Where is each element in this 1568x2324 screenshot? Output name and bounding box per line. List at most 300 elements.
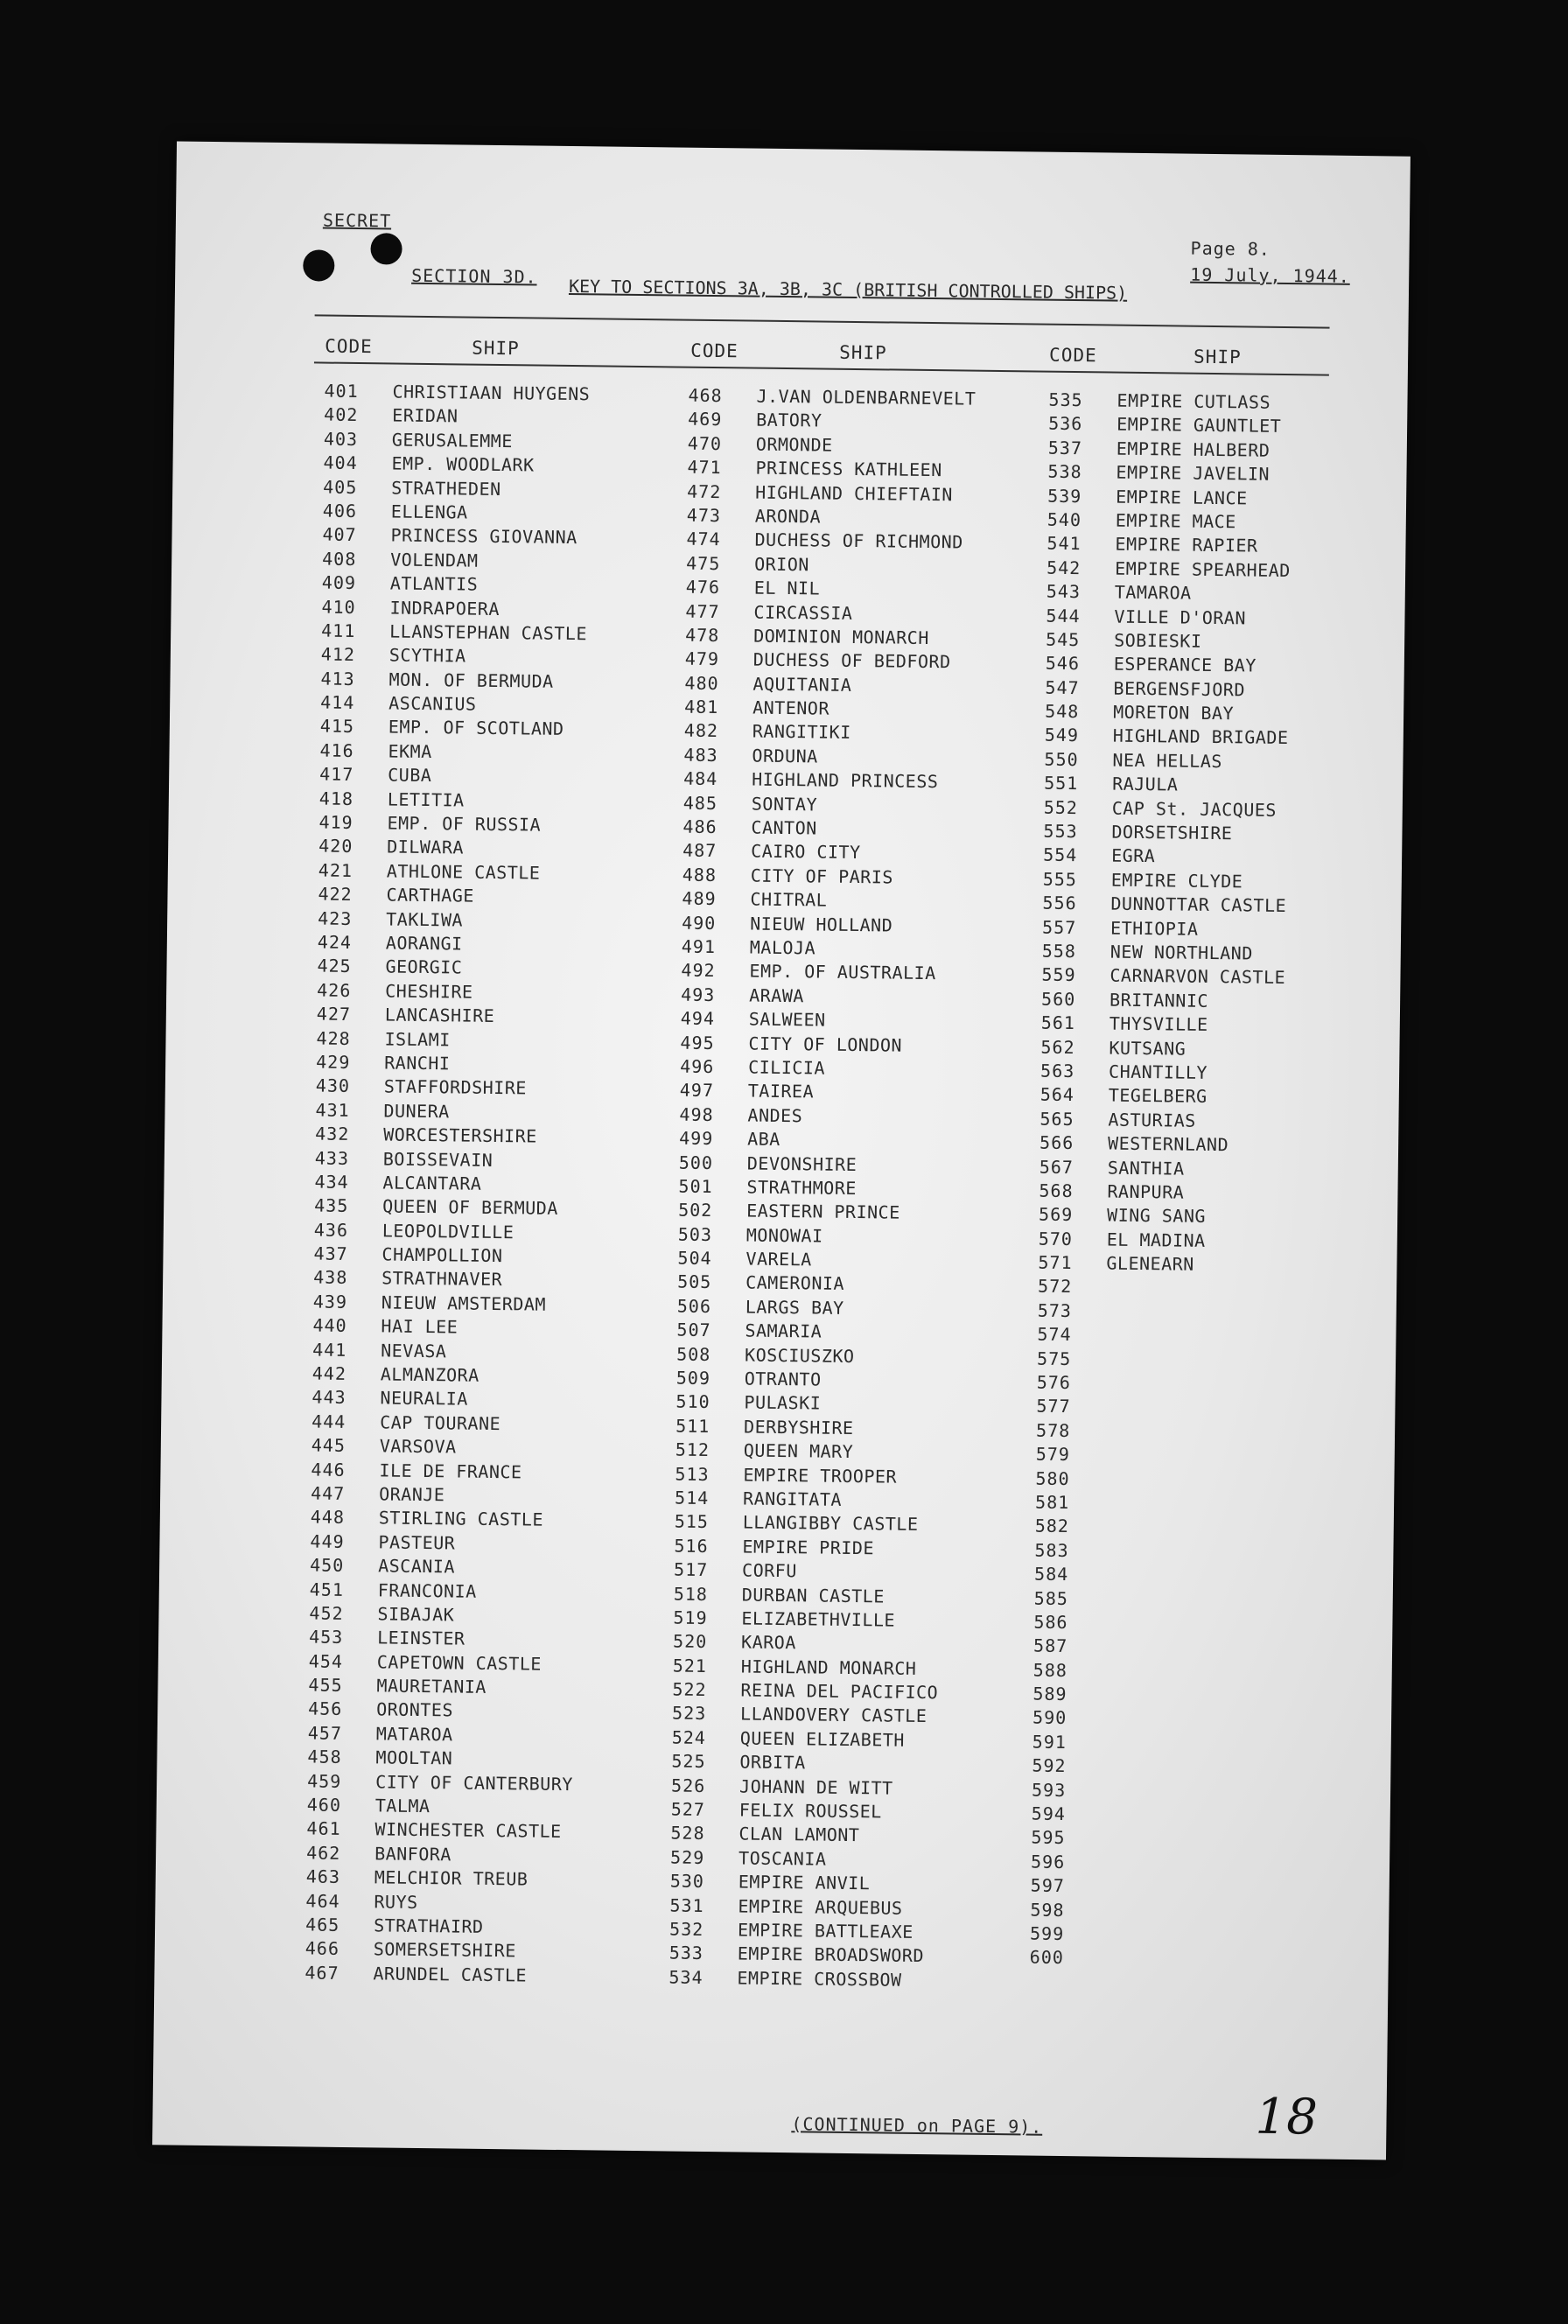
ship-code: 580 xyxy=(1035,1467,1070,1489)
ship-name: AQUITANIA xyxy=(752,673,852,696)
ship-code: 596 xyxy=(1030,1851,1066,1872)
ship-code: 581 xyxy=(1034,1491,1070,1514)
ship-name: RAJULA xyxy=(1112,773,1179,795)
ship-code: 429 xyxy=(316,1051,351,1073)
ship-name: ASCANIA xyxy=(378,1555,456,1578)
ship-name: CITY OF CANTERBURY xyxy=(375,1771,574,1795)
ship-code: 554 xyxy=(1043,844,1078,866)
ship-name: MELCHIOR TREUB xyxy=(374,1866,528,1890)
ship-code: 459 xyxy=(307,1770,342,1792)
ship-code: 405 xyxy=(323,476,358,498)
ship-code: 539 xyxy=(1047,485,1082,507)
ship-code: 472 xyxy=(687,480,722,502)
ship-code: 524 xyxy=(671,1726,707,1748)
ship-code: 565 xyxy=(1040,1108,1074,1130)
ship-code: 425 xyxy=(317,955,352,977)
ship-code: 453 xyxy=(309,1626,344,1648)
ship-code: 558 xyxy=(1041,940,1077,962)
ship-name: EMP. OF SCOTLAND xyxy=(388,716,564,740)
ship-name: KUTSANG xyxy=(1109,1037,1186,1060)
col3-code-header: CODE xyxy=(1048,344,1097,367)
ship-name xyxy=(1098,1947,1432,1975)
ship-name: WORCESTERSHIRE xyxy=(383,1124,537,1147)
ship-code: 556 xyxy=(1042,892,1077,914)
ship-name: JOHANN DE WITT xyxy=(738,1775,893,1799)
col3-ship-header: SHIP xyxy=(1193,346,1242,368)
ship-code: 525 xyxy=(671,1750,706,1773)
ship-code: 582 xyxy=(1034,1515,1070,1537)
ship-name: CAP St. JACQUES xyxy=(1111,797,1278,821)
ship-name: TOSCANIA xyxy=(738,1847,827,1870)
ship-code: 513 xyxy=(675,1463,710,1485)
ship-name: REINA DEL PACIFICO xyxy=(740,1679,939,1704)
ship-name: DOMINION MONARCH xyxy=(753,625,929,648)
ship-code: 538 xyxy=(1047,460,1082,483)
ship-code: 466 xyxy=(304,1937,340,1960)
ship-code: 436 xyxy=(313,1219,349,1241)
section-label: SECTION 3D. xyxy=(411,264,537,288)
ship-code: 510 xyxy=(676,1390,710,1413)
classification-label: SECRET xyxy=(322,209,392,232)
ship-name: LETITIA xyxy=(387,788,465,811)
ship-name: CAPETOWN CASTLE xyxy=(376,1651,542,1675)
ship-name: ELIZABETHVILLE xyxy=(741,1607,896,1631)
ship-code: 404 xyxy=(323,452,358,474)
ship-code: 569 xyxy=(1038,1203,1074,1226)
ship-code: 552 xyxy=(1043,796,1079,818)
ship-code: 573 xyxy=(1037,1299,1073,1321)
ship-name: DUCHESS OF BEDFORD xyxy=(752,648,951,673)
ship-code: 579 xyxy=(1035,1443,1071,1466)
ship-name: CAIRO CITY xyxy=(751,840,861,864)
ship-code: 457 xyxy=(307,1722,343,1744)
ship-code: 541 xyxy=(1046,533,1082,555)
ship-code: 449 xyxy=(310,1530,345,1552)
ship-code: 455 xyxy=(308,1674,343,1697)
ship-name: BATORY xyxy=(756,409,822,431)
ship-code: 421 xyxy=(318,859,354,881)
ship-name: FELIX ROUSSEL xyxy=(738,1799,882,1823)
ship-name: ALCANTARA xyxy=(382,1172,482,1194)
ship-name: HIGHLAND MONARCH xyxy=(740,1656,917,1679)
ship-name: GEORGIC xyxy=(385,956,463,978)
ship-name: ORDUNA xyxy=(752,745,818,767)
ship-name: CHESHIRE xyxy=(385,980,473,1003)
ship-code: 572 xyxy=(1037,1276,1073,1298)
ship-name: PRINCESS GIOVANNA xyxy=(390,524,578,549)
ship-name: CHAMPOLLION xyxy=(382,1243,503,1267)
ship-code: 451 xyxy=(309,1578,345,1600)
ship-name: LANCASHIRE xyxy=(384,1004,495,1027)
ship-code: 437 xyxy=(313,1242,348,1265)
ship-name: SIBAJAK xyxy=(377,1603,455,1626)
ship-code: 597 xyxy=(1030,1874,1066,1897)
ship-name: CITY OF PARIS xyxy=(750,864,894,888)
ship-name: STIRLING CASTLE xyxy=(378,1507,544,1531)
ship-code: 493 xyxy=(681,984,716,1005)
ship-code: 543 xyxy=(1046,580,1082,603)
ship-code: 550 xyxy=(1044,748,1079,770)
ship-code: 417 xyxy=(319,763,354,786)
ship-code: 548 xyxy=(1045,700,1080,723)
ship-code: 506 xyxy=(676,1295,712,1317)
ship-name: VOLENDAM xyxy=(390,549,479,571)
ship-code: 494 xyxy=(680,1007,716,1030)
ship-name: DILWARA xyxy=(387,836,465,858)
ship-code: 401 xyxy=(324,380,359,402)
ship-name: STRATHAIRD xyxy=(374,1914,484,1937)
ship-code: 517 xyxy=(673,1558,709,1581)
ship-code: 518 xyxy=(673,1583,709,1605)
ship-code: 563 xyxy=(1040,1060,1075,1082)
ship-code: 476 xyxy=(685,576,721,598)
ship-code: 427 xyxy=(316,1003,352,1026)
header-rule-bottom xyxy=(314,361,1329,375)
ship-code: 547 xyxy=(1045,676,1080,698)
ship-name: VARELA xyxy=(746,1248,812,1270)
ship-code: 585 xyxy=(1033,1587,1069,1609)
ship-code: 442 xyxy=(312,1362,347,1384)
ship-code: 598 xyxy=(1030,1899,1065,1921)
ship-name: CITY OF LONDON xyxy=(748,1032,903,1056)
ship-name: EMPIRE LANCE xyxy=(1116,486,1248,509)
ship-name: MATAROA xyxy=(375,1723,453,1746)
ship-name: ARAWA xyxy=(749,984,805,1007)
ship-name: WESTERNLAND xyxy=(1107,1132,1229,1156)
ship-name: MONOWAI xyxy=(746,1224,823,1247)
ship-code: 474 xyxy=(686,528,721,550)
ship-code: 460 xyxy=(306,1794,342,1816)
ship-code: 402 xyxy=(324,403,359,426)
ship-code: 420 xyxy=(318,835,354,858)
ship-code: 566 xyxy=(1039,1131,1074,1154)
ship-code: 463 xyxy=(305,1866,341,1888)
ship-code: 440 xyxy=(312,1314,347,1337)
ship-code: 515 xyxy=(674,1510,710,1533)
ship-name: EMPIRE BATTLEAXE xyxy=(737,1919,914,1942)
ship-code: 529 xyxy=(669,1846,705,1868)
ship-code: 526 xyxy=(670,1774,706,1796)
ship-code: 571 xyxy=(1038,1251,1073,1274)
ship-code: 583 xyxy=(1034,1539,1069,1561)
ship-code: 584 xyxy=(1033,1563,1069,1586)
ship-name: BOISSEVAIN xyxy=(382,1147,494,1171)
ship-name: HIGHLAND CHIEFTAIN xyxy=(755,481,954,505)
ship-code: 411 xyxy=(321,620,356,641)
ship-code: 428 xyxy=(316,1027,351,1049)
ship-code: 462 xyxy=(306,1842,341,1864)
page-number: Page 8. xyxy=(1190,237,1271,260)
ship-name: ELLENGA xyxy=(390,500,468,523)
ship-name: STRATHNAVER xyxy=(382,1267,503,1291)
ship-code: 507 xyxy=(676,1319,711,1341)
ship-list-col2 xyxy=(668,384,1090,1995)
ship-name: STRATHMORE xyxy=(746,1176,858,1199)
ship-name: SAMARIA xyxy=(745,1320,822,1342)
ship-name: EMP. OF RUSSIA xyxy=(387,812,542,836)
ship-code: 595 xyxy=(1031,1826,1066,1849)
ship-code: 588 xyxy=(1032,1659,1068,1681)
ship-name: TALMA xyxy=(374,1795,430,1817)
ship-code: 484 xyxy=(683,767,718,790)
ship-code: 536 xyxy=(1048,413,1083,435)
ship-name: EMPIRE JAVELIN xyxy=(1116,461,1270,485)
ship-code: 594 xyxy=(1031,1802,1067,1825)
ship-name: EMPIRE GAUNTLET xyxy=(1116,414,1282,438)
ship-code: 473 xyxy=(686,504,722,527)
ship-code: 534 xyxy=(668,1966,704,1988)
ship-name: EMPIRE SPEARHEAD xyxy=(1115,557,1291,581)
ship-code: 531 xyxy=(669,1894,704,1916)
ship-name: EMPIRE PRIDE xyxy=(742,1536,875,1559)
ship-code: 514 xyxy=(675,1487,710,1508)
ship-name: INDRAPOERA xyxy=(389,597,500,620)
ship-code: 434 xyxy=(314,1171,349,1193)
ship-name: CARTHAGE xyxy=(386,884,475,906)
ship-name: LLANSTEPHAN CASTLE xyxy=(389,620,588,645)
ship-name: ATLANTIS xyxy=(389,572,479,595)
ship-code: 488 xyxy=(682,864,718,886)
section-title: KEY TO SECTIONS 3A, 3B, 3C (BRITISH CONTROLLED SHIPS) xyxy=(568,275,1128,304)
ship-name: EMPIRE BROADSWORD xyxy=(737,1942,925,1967)
ship-name: ERIDAN xyxy=(392,404,458,427)
ship-code: 522 xyxy=(672,1678,707,1701)
ship-code: 589 xyxy=(1032,1683,1068,1705)
ship-code: 600 xyxy=(1029,1946,1065,1969)
ship-name: CUBA xyxy=(388,764,432,787)
ship-name: EMPIRE CLYDE xyxy=(1110,869,1243,892)
ship-name: LEINSTER xyxy=(377,1627,466,1649)
ship-name: ARONDA xyxy=(754,505,822,528)
ship-code: 527 xyxy=(670,1798,706,1821)
ship-name: QUEEN ELIZABETH xyxy=(739,1727,906,1751)
ship-name: TAMAROA xyxy=(1114,581,1192,604)
ship-name: DUNNOTTAR CASTLE xyxy=(1110,892,1287,917)
ship-code: 458 xyxy=(307,1746,342,1768)
ship-name: BRITANNIC xyxy=(1109,989,1209,1012)
ship-code: 551 xyxy=(1044,772,1079,794)
ship-name: MORETON BAY xyxy=(1113,701,1235,724)
ship-name: QUEEN OF BERMUDA xyxy=(382,1195,558,1220)
ship-name: FRANCONIA xyxy=(377,1578,477,1602)
ship-code: 403 xyxy=(323,428,359,450)
ship-name: RANGITIKI xyxy=(752,721,851,744)
ship-name: EMPIRE ARQUEBUS xyxy=(738,1895,903,1919)
ship-code: 447 xyxy=(311,1482,346,1504)
ship-code: 570 xyxy=(1038,1228,1074,1250)
ship-code: 575 xyxy=(1036,1348,1072,1369)
ship-code: 431 xyxy=(315,1099,350,1121)
ship-code: 438 xyxy=(313,1266,348,1289)
document-page xyxy=(152,141,1410,2160)
ship-name: EMPIRE CUTLASS xyxy=(1116,389,1271,413)
ship-name: KOSCIUSZKO xyxy=(745,1344,855,1367)
ship-name: ORMONDE xyxy=(755,433,833,456)
ship-code: 443 xyxy=(312,1386,346,1409)
ship-code: 481 xyxy=(684,696,719,718)
ship-code: 450 xyxy=(310,1554,345,1577)
ship-code: 512 xyxy=(675,1438,710,1461)
ship-name: VILLE D'ORAN xyxy=(1114,606,1247,628)
ship-code: 439 xyxy=(312,1291,348,1312)
ship-name: CORFU xyxy=(741,1559,797,1582)
ship-code: 537 xyxy=(1047,437,1083,458)
ship-name: ARUNDEL CASTLE xyxy=(373,1963,528,1986)
ship-row xyxy=(304,1961,707,1990)
ship-code: 485 xyxy=(682,792,718,814)
ship-name: PRINCESS KATHLEEN xyxy=(755,457,942,481)
ship-name: DEVONSHIRE xyxy=(746,1152,858,1175)
ship-code: 419 xyxy=(318,811,354,834)
ship-code: 519 xyxy=(673,1606,708,1628)
ship-name: EKMA xyxy=(388,740,432,762)
ship-name: ALMANZORA xyxy=(380,1363,480,1386)
ship-code: 549 xyxy=(1044,724,1080,746)
handwritten-folio-mark: 18 xyxy=(1255,2088,1319,2146)
ship-code: 483 xyxy=(683,744,718,766)
ship-name: EGRA xyxy=(1110,845,1156,867)
ship-name: SOMERSETSHIRE xyxy=(373,1938,516,1962)
ship-code: 452 xyxy=(309,1602,344,1624)
document-date: 19 July, 1944. xyxy=(1190,263,1350,287)
punch-hole xyxy=(370,233,402,264)
punch-hole xyxy=(303,249,334,281)
ship-code: 495 xyxy=(680,1032,715,1054)
ship-code: 516 xyxy=(674,1535,709,1557)
ship-name: DURBAN CASTLE xyxy=(741,1584,885,1607)
ship-name: EMP. WOODLARK xyxy=(391,452,535,476)
ship-code: 409 xyxy=(321,571,357,594)
ship-code: 560 xyxy=(1040,988,1076,1010)
ship-name: CHRISTIAAN HUYGENS xyxy=(392,381,591,405)
ship-code: 435 xyxy=(314,1194,349,1217)
ship-name: ORION xyxy=(754,553,810,576)
ship-name: TAIREA xyxy=(747,1080,815,1102)
ship-name: TAKLIWA xyxy=(386,908,464,931)
ship-name: THYSVILLE xyxy=(1109,1012,1208,1036)
ship-code: 433 xyxy=(314,1146,350,1169)
ship-code: 479 xyxy=(684,648,720,670)
ship-code: 441 xyxy=(312,1339,347,1361)
ship-name: RUYS xyxy=(374,1890,418,1913)
ship-code: 445 xyxy=(311,1434,346,1457)
ship-name: ASTURIAS xyxy=(1108,1109,1196,1131)
ship-code: 509 xyxy=(676,1367,711,1390)
ship-code: 477 xyxy=(685,600,720,622)
ship-code: 546 xyxy=(1045,652,1081,675)
ship-name: WINCHESTER CASTLE xyxy=(374,1818,562,1843)
ship-code: 544 xyxy=(1046,605,1081,626)
ship-name: WING SANG xyxy=(1106,1204,1207,1228)
ship-code: 504 xyxy=(677,1247,712,1270)
ship-name: EMPIRE MACE xyxy=(1115,509,1236,533)
ship-name: ANDES xyxy=(747,1104,803,1127)
ship-name: ESPERANCE BAY xyxy=(1113,653,1257,676)
ship-name: CIRCASSIA xyxy=(753,601,853,624)
continued-note: (CONTINUED on PAGE 9). xyxy=(791,2113,1043,2138)
ship-name: CAP TOURANE xyxy=(380,1411,501,1434)
ship-code: 423 xyxy=(318,907,353,929)
ship-code: 475 xyxy=(686,552,721,574)
ship-code: 587 xyxy=(1032,1634,1068,1657)
ship-code: 593 xyxy=(1031,1779,1067,1801)
ship-code: 414 xyxy=(320,691,355,714)
ship-name: OTRANTO xyxy=(744,1368,822,1390)
ship-name: MAURETANIA xyxy=(376,1675,487,1698)
ship-name: ANTENOR xyxy=(752,696,830,719)
ship-name: EMPIRE RAPIER xyxy=(1115,533,1258,556)
ship-code: 491 xyxy=(681,935,717,958)
ship-code: 487 xyxy=(682,840,718,862)
ship-code: 448 xyxy=(310,1506,346,1529)
ship-code: 542 xyxy=(1046,556,1082,578)
ship-code: 574 xyxy=(1037,1323,1072,1346)
ship-code: 444 xyxy=(312,1410,346,1432)
ship-code: 446 xyxy=(311,1459,346,1480)
ship-name: STRATHEDEN xyxy=(391,477,501,500)
ship-name: HIGHLAND BRIGADE xyxy=(1112,725,1289,749)
ship-name: DORSETSHIRE xyxy=(1111,821,1233,844)
ship-code: 461 xyxy=(306,1817,341,1840)
ship-name: ISLAMI xyxy=(384,1027,451,1050)
ship-name: EL NIL xyxy=(753,577,821,599)
ship-name: SOBIESKI xyxy=(1114,629,1202,652)
ship-code: 489 xyxy=(682,887,717,910)
ship-code: 502 xyxy=(678,1199,713,1222)
ship-name: EMPIRE ANVIL xyxy=(738,1871,871,1894)
ship-name: CLAN LAMONT xyxy=(738,1823,860,1846)
ship-code: 496 xyxy=(680,1055,715,1077)
ship-code: 500 xyxy=(678,1152,714,1173)
ship-list-col1 xyxy=(304,380,726,1991)
ship-name: QUEEN MARY xyxy=(743,1439,854,1463)
ship-name: SALWEEN xyxy=(748,1008,826,1031)
ship-code: 562 xyxy=(1040,1036,1075,1058)
ship-code: 576 xyxy=(1036,1371,1072,1394)
ship-code: 490 xyxy=(682,912,717,934)
col2-code-header: CODE xyxy=(690,340,738,362)
header-rule-top xyxy=(315,314,1330,328)
ship-code: 567 xyxy=(1039,1156,1074,1178)
ship-name: GLENEARN xyxy=(1106,1252,1194,1275)
ship-name: ILE DE FRANCE xyxy=(379,1459,522,1482)
ship-code: 412 xyxy=(320,643,356,666)
ship-code: 410 xyxy=(321,596,356,618)
ship-name: NEVASA xyxy=(381,1340,447,1362)
ship-code: 467 xyxy=(304,1962,340,1984)
ship-code: 590 xyxy=(1032,1707,1068,1729)
ship-code: 523 xyxy=(671,1703,707,1725)
ship-code: 430 xyxy=(315,1074,351,1097)
ship-code: 456 xyxy=(308,1698,343,1720)
ship-code: 530 xyxy=(669,1870,705,1893)
ship-name: LLANGIBBY CASTLE xyxy=(742,1511,919,1536)
ship-name: HIGHLAND PRINCESS xyxy=(752,768,939,793)
ship-name: CILICIA xyxy=(748,1056,826,1079)
ship-name: NIEUW HOLLAND xyxy=(750,913,893,936)
ship-name: GERUSALEMME xyxy=(391,429,513,452)
ship-name: ATHLONE CASTLE xyxy=(386,860,541,884)
ship-name: AORANGI xyxy=(385,932,463,955)
ship-code: 470 xyxy=(687,432,723,454)
ship-code: 540 xyxy=(1046,508,1082,531)
ship-name: EASTERN PRINCE xyxy=(746,1200,900,1223)
ship-name: MON. OF BERMUDA xyxy=(388,668,554,692)
ship-name: KAROA xyxy=(740,1631,796,1654)
ship-code: 492 xyxy=(681,959,716,982)
ship-name: ETHIOPIA xyxy=(1110,917,1199,940)
ship-code: 511 xyxy=(676,1415,710,1437)
